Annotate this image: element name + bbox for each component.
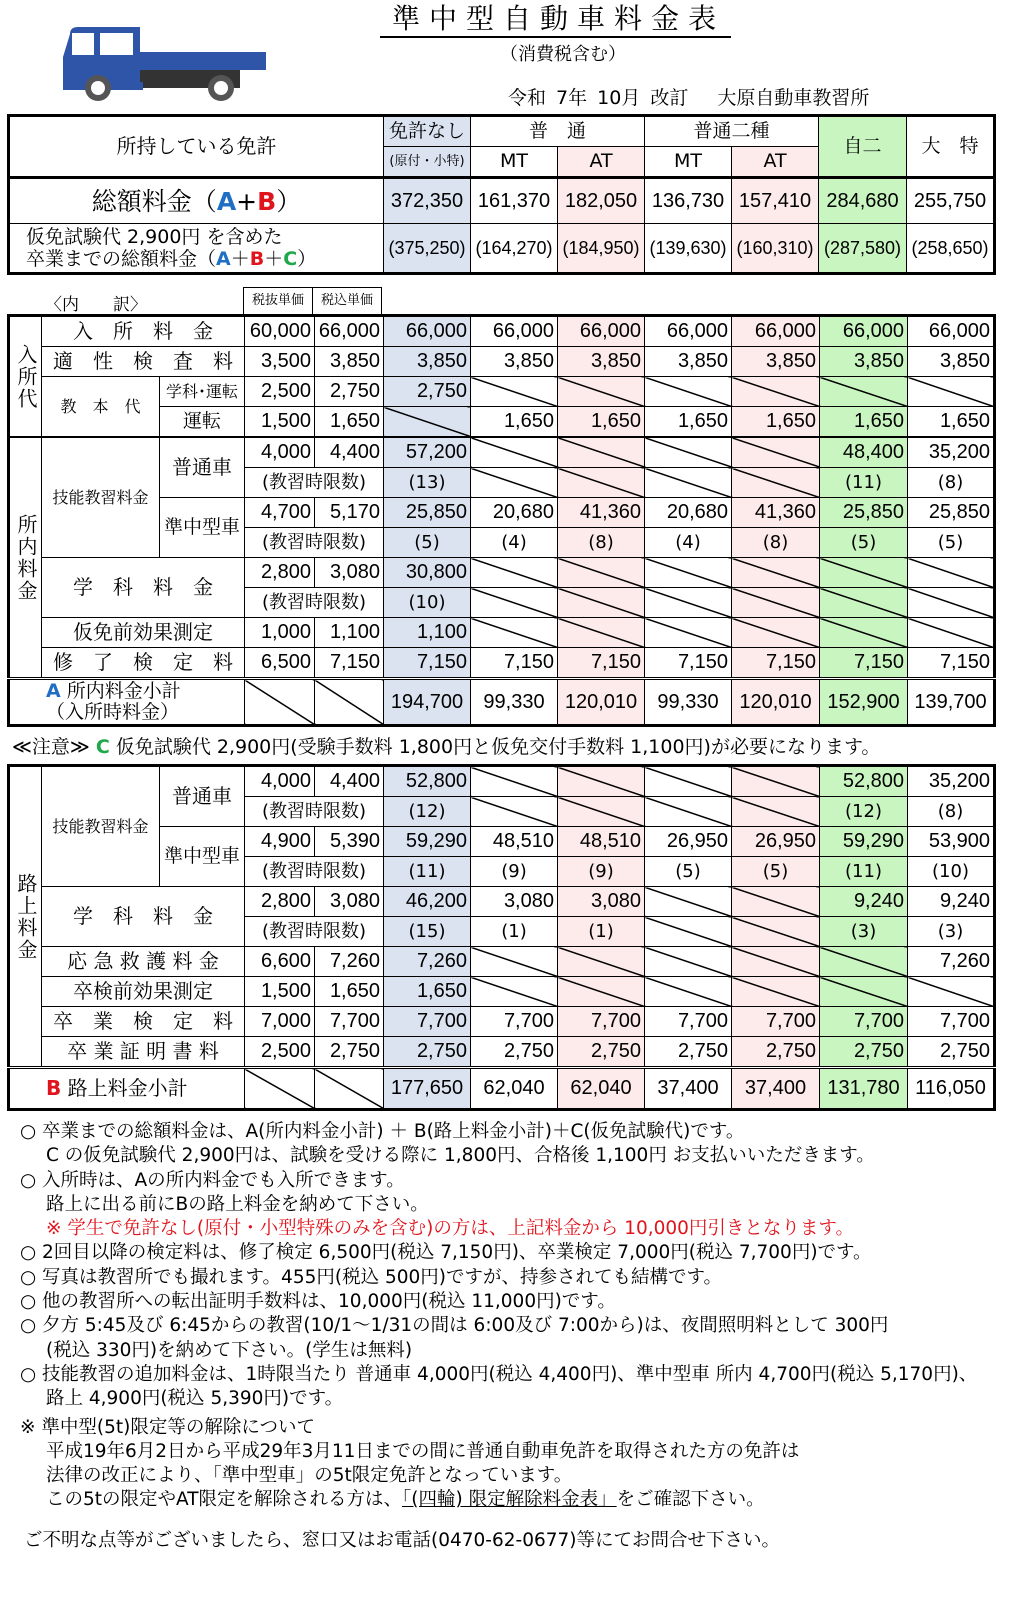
hours-label: (教習時限数)	[245, 797, 384, 827]
not-applicable-cell	[558, 947, 645, 977]
fee-value: 7,700	[820, 1007, 908, 1037]
note: 路上 4,900円(税込 5,390円)です。	[46, 1388, 344, 1410]
fee-value: 46,200	[384, 887, 471, 917]
row-label: 運転	[160, 407, 245, 438]
fee-value: 7,150	[384, 648, 471, 679]
fee-value: 26,950	[645, 827, 732, 857]
row-label: 卒検前効果測定	[42, 977, 245, 1007]
col-futsu-at: AT	[558, 147, 645, 178]
fee-value: 131,780	[820, 1068, 908, 1110]
not-applicable-cell	[645, 618, 732, 648]
fee-value: 3,850	[645, 347, 732, 377]
fee-value: 41,360	[732, 498, 820, 528]
fee-value: (4)	[645, 528, 732, 558]
not-applicable-cell	[820, 377, 908, 407]
fee-value: 1,650	[645, 407, 732, 438]
unit-price-in: 5,390	[315, 827, 384, 857]
note: ○ 夕方 5:45及び 6:45からの教習(10/1～1/31の間は 6:00及び 7:00から)は、夜間照明料として 300円	[20, 1315, 889, 1337]
not-applicable-cell	[732, 797, 820, 827]
unit-price-in: 3,080	[315, 887, 384, 917]
hours-label: (教習時限数)	[245, 528, 384, 558]
fee-value: 7,150	[820, 648, 908, 679]
unit-price-in: 1,650	[315, 407, 384, 438]
row-label: 学科･運転	[160, 377, 245, 407]
fee-value: 3,850	[908, 347, 995, 377]
fee-value: 2,750	[558, 1037, 645, 1068]
col-futsu2: 普通二種	[645, 116, 819, 147]
fee-value: 7,260	[908, 947, 995, 977]
fee-value: (3)	[908, 917, 995, 947]
summary-value: 136,730	[645, 178, 732, 224]
fee-value: 66,000	[384, 316, 471, 347]
summary-value: (258,650)	[907, 224, 995, 274]
fee-value: (10)	[384, 588, 471, 618]
unit-price-in: 3,850	[315, 347, 384, 377]
not-applicable-cell	[732, 618, 820, 648]
note: 路上に出る前にBの路上料金を納めて下さい。	[46, 1193, 429, 1215]
unit-price-in: 66,000	[315, 316, 384, 347]
unit-price-ex: 2,800	[245, 558, 315, 588]
fee-value: (5)	[384, 528, 471, 558]
unit-price-ex: 2,500	[245, 1037, 315, 1068]
fee-value: 2,750	[820, 1037, 908, 1068]
unit-price-ex: 2,500	[245, 377, 315, 407]
not-applicable-cell	[645, 797, 732, 827]
fee-value: 7,150	[732, 648, 820, 679]
unit-price-ex: 6,500	[245, 648, 315, 679]
fee-value: 37,400	[732, 1068, 820, 1110]
not-applicable-cell	[732, 947, 820, 977]
note: 平成19年6月2日から平成29年3月11日までの間に普通自動車免許を取得された方の免許は	[46, 1440, 800, 1462]
unit-price-in: 2,750	[315, 1037, 384, 1068]
fee-value: 7,150	[908, 648, 995, 679]
fee-value: 35,200	[908, 437, 995, 468]
note: ○ 写真は教習所でも撮れます。455円(税込 500円)ですが、持参されても結構です。	[20, 1266, 723, 1288]
fee-value: 2,750	[384, 377, 471, 407]
unit-price-in: 7,700	[315, 1007, 384, 1037]
not-applicable-cell	[645, 917, 732, 947]
contact-note: ご不明な点等がございましたら、窓口又はお電話(0470-62-0677)等にてお問合せ下さい。	[24, 1529, 780, 1551]
summary-value: (160,310)	[732, 224, 819, 274]
hours-label: (教習時限数)	[245, 917, 384, 947]
subtotal-b-label: B 路上料金小計	[9, 1068, 245, 1110]
revision-and-school: 令和 7年 10月 改訂 大原自動車教習所	[508, 87, 870, 109]
col-none-sub: (原付・小特)	[384, 147, 471, 178]
not-applicable-cell	[908, 618, 995, 648]
fee-value: (10)	[908, 857, 995, 887]
row-label-futsu: 普通車	[160, 766, 245, 827]
student-discount-note: ※ 学生で免許なし(原付・小型特殊のみを含む)の方は、上記料金から 10,000円引きとなります。	[46, 1218, 854, 1240]
fee-value: (12)	[384, 797, 471, 827]
not-applicable-cell	[820, 618, 908, 648]
not-applicable-cell	[645, 588, 732, 618]
unit-price-ex: 6,600	[245, 947, 315, 977]
unit-price-in: 4,400	[315, 437, 384, 468]
note: この5tの限定やAT限定を解除される方は、「(四輪) 限定解除料金表」をご確認下さい。	[46, 1489, 765, 1511]
not-applicable-cell	[645, 977, 732, 1007]
not-applicable-cell	[558, 468, 645, 498]
not-applicable-cell	[471, 377, 558, 407]
not-applicable-cell	[645, 437, 732, 468]
fee-value: 7,150	[471, 648, 558, 679]
fee-value: 48,510	[558, 827, 645, 857]
note: ○ 2回目以降の検定料は、修了検定 6,500円(税込 7,150円)、卒業検定 7,000円(税込 7,700円)です。	[20, 1242, 872, 1264]
tax-ex-header: 税抜単価	[243, 287, 313, 315]
row-label: 適 性 検 査 料	[42, 347, 245, 377]
unit-price-in: 1,100	[315, 618, 384, 648]
row-label: 卒 業 検 定 料	[42, 1007, 245, 1037]
not-applicable-cell	[645, 887, 732, 917]
row-label: 修 了 検 定 料	[42, 648, 245, 679]
unit-price-ex: 2,800	[245, 887, 315, 917]
summary-value: 157,410	[732, 178, 819, 224]
fee-value: 3,850	[384, 347, 471, 377]
note: ○ 入所時は、Aの所内料金でも入所できます。	[20, 1169, 405, 1191]
not-applicable-cell	[558, 588, 645, 618]
fee-value: 7,260	[384, 947, 471, 977]
not-applicable-cell	[908, 377, 995, 407]
fee-value: 2,750	[471, 1037, 558, 1068]
fee-value: 120,010	[558, 679, 645, 726]
col-none: 免許なし	[384, 116, 471, 147]
summary-value: (375,250)	[384, 224, 471, 274]
fee-value: 53,900	[908, 827, 995, 857]
fee-value: 7,700	[471, 1007, 558, 1037]
fee-value: 1,650	[820, 407, 908, 438]
fee-value: 66,000	[471, 316, 558, 347]
fee-value: 1,650	[732, 407, 820, 438]
hours-label: (教習時限数)	[245, 588, 384, 618]
fee-value: 99,330	[645, 679, 732, 726]
fee-value: 35,200	[908, 766, 995, 797]
not-applicable-cell	[732, 588, 820, 618]
fee-value: (1)	[558, 917, 645, 947]
fee-value: (5)	[732, 857, 820, 887]
summary-value: 161,370	[471, 178, 558, 224]
row-label-junchu: 準中型車	[160, 827, 245, 887]
fee-value: 59,290	[384, 827, 471, 857]
tax-note: （消費税含む）	[500, 44, 626, 65]
not-applicable-cell	[732, 766, 820, 797]
fee-value: (3)	[820, 917, 908, 947]
note: ○ 他の教習所への転出証明手数料は、10,000円(税込 11,000円)です。	[20, 1291, 616, 1313]
fee-value: 9,240	[908, 887, 995, 917]
fee-value: 3,080	[558, 887, 645, 917]
fee-value: 66,000	[558, 316, 645, 347]
summary-value: 255,750	[907, 178, 995, 224]
fee-value: 66,000	[820, 316, 908, 347]
fee-value: (15)	[384, 917, 471, 947]
fee-value: 37,400	[645, 1068, 732, 1110]
not-applicable-cell	[820, 558, 908, 588]
not-applicable-cell	[645, 766, 732, 797]
note: C の仮免試験代 2,900円は、試験を受ける際に 1,800円、合格後 1,100円 お支払いいただきます。	[46, 1145, 875, 1167]
fee-value: 66,000	[645, 316, 732, 347]
not-applicable-cell	[820, 947, 908, 977]
fee-value: (5)	[645, 857, 732, 887]
tax-in-header: 税込単価	[312, 287, 382, 315]
note: ○ 技能教習の追加料金は、1時限当たり 普通車 4,000円(税込 4,400円)、準中型車 所内 4,700円(税込 5,170円)、	[20, 1363, 978, 1385]
not-applicable-cell	[471, 766, 558, 797]
section-shonai: 所内料金	[9, 437, 42, 679]
not-applicable-cell	[732, 377, 820, 407]
col-futsu-mt: MT	[471, 147, 558, 178]
col-daitoku: 大 特	[907, 116, 995, 178]
not-applicable-cell	[558, 437, 645, 468]
row-label-kyohon: 教 本 代	[42, 377, 160, 438]
not-applicable-cell	[471, 947, 558, 977]
row-label-junchu: 準中型車	[160, 498, 245, 558]
not-applicable-cell	[384, 407, 471, 438]
not-applicable-cell	[558, 766, 645, 797]
truck-icon	[58, 22, 268, 107]
row-label: 応 急 救 護 料 金	[42, 947, 245, 977]
not-applicable-cell	[471, 977, 558, 1007]
fee-value: 1,650	[384, 977, 471, 1007]
fee-value: (13)	[384, 468, 471, 498]
col-futsu: 普 通	[471, 116, 645, 147]
not-applicable-cell	[471, 437, 558, 468]
fee-value: 52,800	[820, 766, 908, 797]
fee-value: 116,050	[908, 1068, 995, 1110]
note: ○ 卒業までの総額料金は、A(所内料金小計) ＋ B(路上料金小計)＋C(仮免試験代)です。	[20, 1121, 745, 1142]
breakdown-label: 〈内 訳〉	[45, 295, 147, 315]
unit-price-in: 5,170	[315, 498, 384, 528]
fee-value: (11)	[384, 857, 471, 887]
fee-value: 57,200	[384, 437, 471, 468]
fee-value: 3,850	[558, 347, 645, 377]
row-label: 卒 業 証 明 書 料	[42, 1037, 245, 1068]
col-futsu2-at: AT	[732, 147, 819, 178]
rojo-table	[7, 764, 996, 1111]
unit-price-in: 3,080	[315, 558, 384, 588]
unit-price-empty	[245, 679, 315, 726]
unit-price-in: 7,150	[315, 648, 384, 679]
not-applicable-cell	[732, 887, 820, 917]
fee-value: 3,080	[471, 887, 558, 917]
not-applicable-cell	[471, 558, 558, 588]
fee-value: 99,330	[471, 679, 558, 726]
fee-value: 2,750	[645, 1037, 732, 1068]
note: (税込 330円)を納めて下さい。(学生は無料)	[46, 1339, 413, 1361]
col-futsu2-mt: MT	[645, 147, 732, 178]
not-applicable-cell	[645, 468, 732, 498]
unit-price-empty	[245, 1068, 315, 1110]
fee-value: 48,400	[820, 437, 908, 468]
fee-value: (4)	[471, 528, 558, 558]
unit-price-ex: 60,000	[245, 316, 315, 347]
fee-value: 1,650	[558, 407, 645, 438]
not-applicable-cell	[558, 797, 645, 827]
fee-value: (11)	[820, 857, 908, 887]
total-abc-label: 仮免試験代 2,900円 を含めた 卒業までの総額料金（A＋B＋C）	[9, 224, 384, 274]
row-label: 仮免前効果測定	[42, 618, 245, 648]
fee-value: 1,100	[384, 618, 471, 648]
not-applicable-cell	[471, 618, 558, 648]
row-label-gakka: 学 科 料 金	[42, 887, 245, 947]
unit-price-ex: 4,000	[245, 437, 315, 468]
unit-price-ex: 4,700	[245, 498, 315, 528]
shonai-table	[7, 314, 996, 727]
fee-value: 25,850	[384, 498, 471, 528]
not-applicable-cell	[558, 977, 645, 1007]
fee-value: 120,010	[732, 679, 820, 726]
not-applicable-cell	[645, 947, 732, 977]
fee-value: (1)	[471, 917, 558, 947]
fee-value: (9)	[558, 857, 645, 887]
not-applicable-cell	[732, 558, 820, 588]
row-label-skill: 技能教習料金	[42, 437, 160, 558]
fee-value: 20,680	[471, 498, 558, 528]
fee-value: 7,700	[908, 1007, 995, 1037]
not-applicable-cell	[558, 558, 645, 588]
summary-value: (139,630)	[645, 224, 732, 274]
fee-value: (9)	[471, 857, 558, 887]
fee-value: 20,680	[645, 498, 732, 528]
summary-value: (164,270)	[471, 224, 558, 274]
not-applicable-cell	[645, 377, 732, 407]
fee-value: 7,700	[558, 1007, 645, 1037]
fee-value: 3,850	[820, 347, 908, 377]
not-applicable-cell	[908, 558, 995, 588]
fee-value: (5)	[908, 528, 995, 558]
fee-value: (11)	[820, 468, 908, 498]
fee-value: 25,850	[820, 498, 908, 528]
fee-value: 62,040	[558, 1068, 645, 1110]
section-nyusho: 入所代	[9, 316, 42, 438]
row-label: 入 所 料 金	[42, 316, 245, 347]
unit-price-ex: 1,500	[245, 407, 315, 438]
notes	[20, 1120, 977, 1553]
not-applicable-cell	[645, 558, 732, 588]
fee-value: 41,360	[558, 498, 645, 528]
not-applicable-cell	[471, 797, 558, 827]
fee-value: 2,750	[908, 1037, 995, 1068]
summary-value: (287,580)	[819, 224, 907, 274]
fee-value: 25,850	[908, 498, 995, 528]
limit-release-link[interactable]: 「(四輪) 限定解除料金表」	[402, 1489, 617, 1511]
not-applicable-cell	[820, 977, 908, 1007]
summary-value: (184,950)	[558, 224, 645, 274]
not-applicable-cell	[471, 588, 558, 618]
not-applicable-cell	[820, 588, 908, 618]
summary-value: 372,350	[384, 178, 471, 224]
fee-value: 2,750	[732, 1037, 820, 1068]
fee-value: 1,650	[471, 407, 558, 438]
fee-value: 7,700	[645, 1007, 732, 1037]
fee-value: (12)	[820, 797, 908, 827]
section-rojo: 路上料金	[9, 766, 42, 1068]
unit-price-ex: 1,000	[245, 618, 315, 648]
row-label-skill: 技能教習料金	[42, 766, 160, 887]
fee-value: 194,700	[384, 679, 471, 726]
note: 法律の改正により、「準中型車」の5t限定免許となっています。	[46, 1465, 573, 1487]
fee-value: 9,240	[820, 887, 908, 917]
fee-value: 7,150	[558, 648, 645, 679]
fee-value: 66,000	[908, 316, 995, 347]
not-applicable-cell	[471, 468, 558, 498]
unit-price-in: 4,400	[315, 766, 384, 797]
fee-value: 152,900	[820, 679, 908, 726]
not-applicable-cell	[732, 437, 820, 468]
caution-note: ≪注意≫ C 仮免試験代 2,900円(受験手数料 1,800円と仮免交付手数料 1,100円)が必要になります。	[12, 736, 881, 758]
fee-value: 3,850	[732, 347, 820, 377]
fee-value: 52,800	[384, 766, 471, 797]
summary-value: 284,680	[819, 178, 907, 224]
not-applicable-cell	[732, 977, 820, 1007]
summary-value: 182,050	[558, 178, 645, 224]
fee-value: 7,700	[384, 1007, 471, 1037]
unit-price-ex: 3,500	[245, 347, 315, 377]
row-label-futsu: 普通車	[160, 437, 245, 498]
fee-value: 177,650	[384, 1068, 471, 1110]
total-ab-label: 総額料金（A+B）	[9, 178, 384, 224]
unit-price-ex: 4,000	[245, 766, 315, 797]
fee-value: 26,950	[732, 827, 820, 857]
unit-price-empty	[315, 679, 384, 726]
fee-value: 139,700	[908, 679, 995, 726]
not-applicable-cell	[908, 588, 995, 618]
unit-price-in: 2,750	[315, 377, 384, 407]
unit-price-in: 1,650	[315, 977, 384, 1007]
hours-label: (教習時限数)	[245, 468, 384, 498]
hours-label: (教習時限数)	[245, 857, 384, 887]
fee-value: 7,150	[645, 648, 732, 679]
not-applicable-cell	[908, 977, 995, 1007]
fee-value: 7,700	[732, 1007, 820, 1037]
row-label-gakka: 学 科 料 金	[42, 558, 245, 618]
license-header: 所持している免許	[9, 116, 384, 178]
not-applicable-cell	[732, 468, 820, 498]
fee-value: 66,000	[732, 316, 820, 347]
unit-price-ex: 7,000	[245, 1007, 315, 1037]
fee-value: 3,850	[471, 347, 558, 377]
fee-value: 2,750	[384, 1037, 471, 1068]
unit-price-ex: 4,900	[245, 827, 315, 857]
subtotal-a-label: A 所内料金小計 （入所時料金）	[9, 679, 245, 726]
unit-price-ex: 1,500	[245, 977, 315, 1007]
fee-value: 48,510	[471, 827, 558, 857]
fee-value: 59,290	[820, 827, 908, 857]
not-applicable-cell	[558, 377, 645, 407]
not-applicable-cell	[558, 618, 645, 648]
fee-value: 30,800	[384, 558, 471, 588]
unit-price-empty	[315, 1068, 384, 1110]
fee-value: (8)	[908, 797, 995, 827]
summary-table	[7, 114, 996, 275]
note: ※ 準中型(5t)限定等の解除について	[20, 1416, 315, 1438]
fee-value: (8)	[558, 528, 645, 558]
fee-value: 1,650	[908, 407, 995, 438]
page-title: 準中型自動車料金表	[380, 2, 731, 38]
col-jini: 自二	[819, 116, 907, 178]
fee-value: (5)	[820, 528, 908, 558]
unit-price-in: 7,260	[315, 947, 384, 977]
not-applicable-cell	[732, 917, 820, 947]
fee-value: 62,040	[471, 1068, 558, 1110]
fee-value: (8)	[908, 468, 995, 498]
fee-value: (8)	[732, 528, 820, 558]
